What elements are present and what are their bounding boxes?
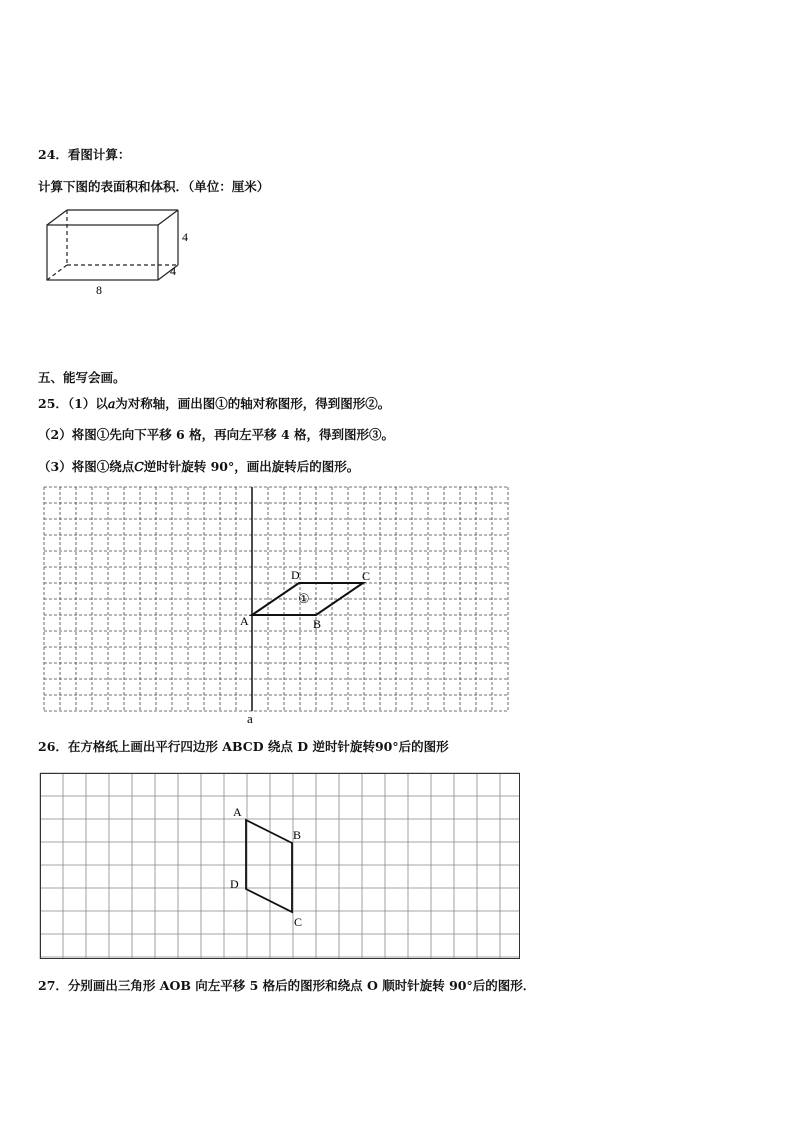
q27-text: 分别画出三角形 AOB 向左平移 5 格后的图形和绕点 O 顺时针旋转 90°后的图形． [67,978,536,993]
q27-number: 27． [38,978,68,993]
q26-grid-figure [40,773,522,963]
cuboid-length-label: 8 [96,283,102,297]
q26-heading [38,739,449,755]
q25-grid-figure [40,485,515,725]
q26-text: 在方格纸上画出平行四边形 ABCD 绕点 D 逆时针旋转90°后的图形 [67,739,449,754]
q25-part1-text: （1）以𝑎为对称轴，画出图①的轴对称图形，得到图形②。 [67,396,391,411]
q26-point-b: B [293,828,302,842]
q24-number: 24． [38,147,68,162]
q26-point-a: A [233,805,242,819]
q24-title: 看图计算： [67,147,131,162]
q25-point-a: A [240,614,249,628]
q25-point-c: C [362,569,371,583]
q25-shape-label: ① [298,591,310,606]
axis-label-a: a [247,711,253,726]
q25-part2: （2）将图①先向下平移 6 格，再向左平移 4 格，得到图形③。 [38,427,395,442]
q25-number: 25． [38,396,68,411]
q24-instruction: 计算下图的表面积和体积．（单位：厘米） [38,179,270,194]
cuboid-front-face [47,225,158,280]
q25-point-d: D [291,568,300,582]
q26-number: 26． [38,739,68,754]
cuboid-width-label: 4 [170,264,176,278]
q27-heading [38,978,535,994]
q25-part3: （3）将图①绕点𝐶逆时针旋转 90°，画出旋转后的图形。 [38,459,360,474]
cuboid-height-label: 4 [182,230,188,244]
q24-heading [38,147,130,163]
section5-title: 五、能写会画。 [38,370,126,385]
q25-part1 [38,396,390,412]
q26-solid-grid [40,773,520,959]
cuboid-figure [40,205,200,300]
q26-point-c: C [294,915,303,929]
q26-point-d: D [230,877,239,891]
parallelogram-abcd-q26 [246,820,292,912]
q25-point-b: B [313,617,322,631]
